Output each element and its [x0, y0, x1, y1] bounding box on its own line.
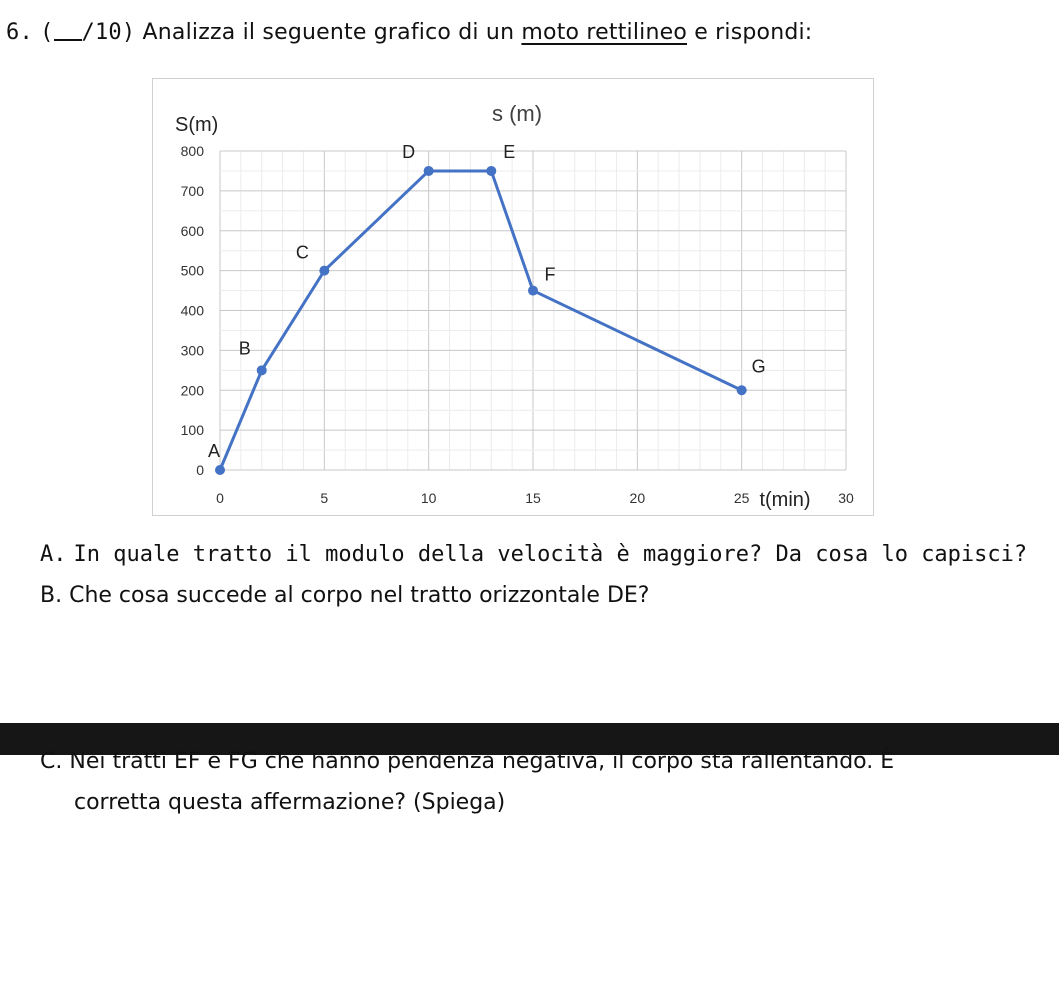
question-b-letter: B. [40, 583, 63, 608]
question-a [40, 542, 1027, 567]
chart-series [220, 171, 742, 470]
chart-title: s (m) [491, 101, 543, 126]
data-point-e [486, 166, 496, 176]
intro-text-underlined: moto rettilineo [521, 20, 688, 45]
data-point-c [319, 266, 329, 276]
y-tick-label: 100 [180, 422, 204, 439]
x-tick-label: 25 [733, 490, 750, 506]
data-point-f [528, 286, 538, 296]
x-tick-label: 15 [525, 490, 541, 506]
y-tick-label: 500 [180, 262, 204, 279]
y-tick-label: 600 [180, 222, 204, 239]
point-label-a: A [207, 441, 221, 461]
y-tick-label: 300 [180, 342, 204, 359]
chart-grid [220, 151, 846, 470]
point-label-f: F [544, 264, 556, 285]
x-tick-label: 0 [216, 490, 224, 506]
x-tick-label: 30 [838, 490, 854, 506]
question-a-letter: A. [40, 542, 67, 567]
point-label-b: B [238, 338, 251, 359]
chart-container [152, 78, 874, 516]
chart-ticks [181, 143, 854, 506]
x-axis-label: t(min) [759, 489, 811, 511]
question-b [40, 583, 649, 608]
question-c [40, 749, 894, 774]
y-tick-label: 400 [180, 302, 204, 319]
point-label-e: E [503, 141, 516, 162]
series-line [220, 171, 742, 470]
y-axis-label: S(m) [175, 114, 219, 136]
y-tick-label: 700 [180, 182, 204, 199]
question-c-letter: C. [40, 749, 63, 774]
y-tick-label: 800 [180, 143, 204, 159]
chart-point-labels [208, 142, 766, 461]
question-header [6, 20, 812, 45]
point-label-c: C [295, 242, 309, 263]
x-tick-label: 10 [420, 490, 437, 506]
question-a-text: In quale tratto il modulo della velocità è maggiore? Da cosa lo capisci? [73, 542, 1028, 567]
question-number: 6. [6, 20, 33, 45]
x-tick-label: 20 [629, 490, 646, 506]
intro-text-after: e rispondi: [694, 20, 813, 45]
question-c-text-line1: Nei tratti EF e FG che hanno pendenza negativa, il corpo sta rallentando. È [69, 749, 895, 774]
point-label-d: D [402, 141, 416, 162]
question-b-text: Che cosa succede al corpo nel tratto orizzontale DE? [69, 583, 650, 608]
x-tick-label: 5 [320, 490, 329, 506]
score-total: /10) [81, 20, 136, 45]
data-point-b [257, 365, 267, 375]
data-point-d [424, 166, 434, 176]
intro-text-before: Analizza il seguente grafico di un [142, 20, 515, 45]
motion-chart [153, 79, 875, 517]
question-c-line2 [74, 790, 505, 815]
point-label-g: G [751, 356, 766, 377]
score-open: ( [40, 20, 54, 45]
question-c-text-line2: corretta questa affermazione? (Spiega) [74, 790, 506, 815]
y-tick-label: 200 [180, 382, 204, 399]
score-blank[interactable] [54, 23, 82, 41]
data-point-g [737, 385, 747, 395]
data-point-a [215, 465, 225, 475]
y-tick-label: 0 [196, 462, 204, 478]
